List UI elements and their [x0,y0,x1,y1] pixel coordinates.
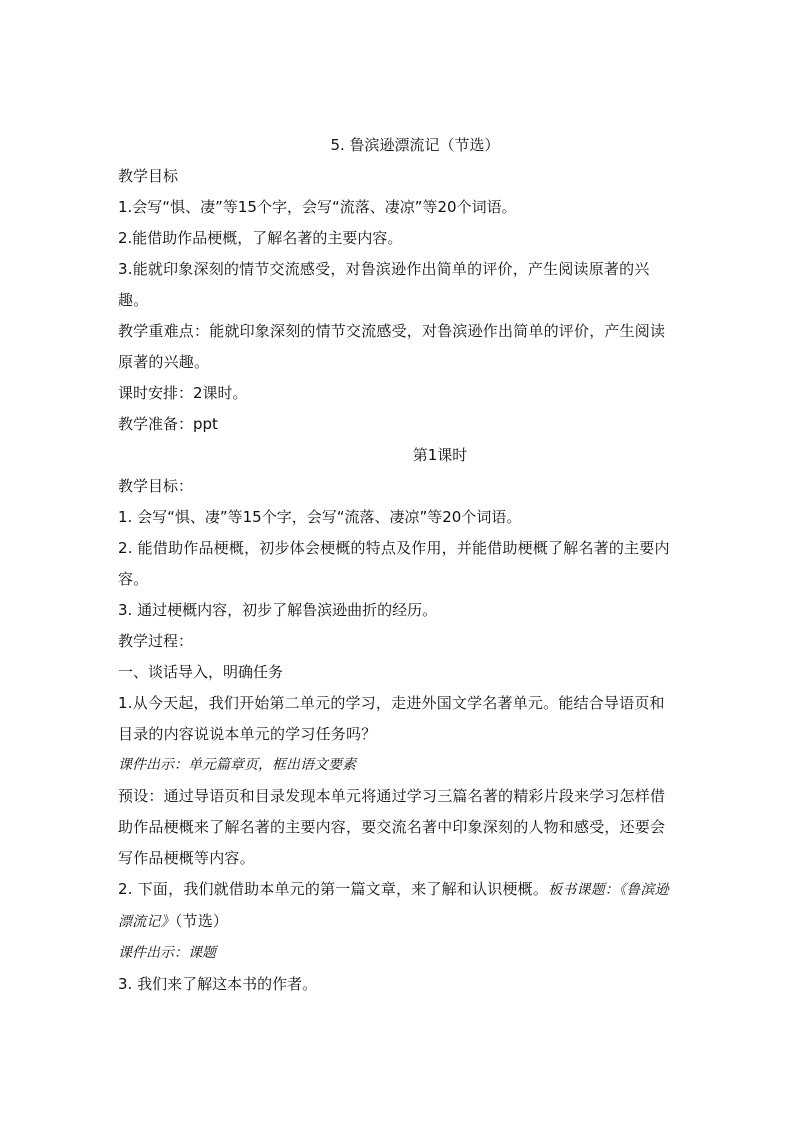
section-heading: 一、谈话导入，明确任务 [118,663,284,681]
step-paragraph [118,874,678,938]
lesson-objectives-heading: 教学目标： [118,477,194,495]
courseware-note: 课件出示：单元篇章页，框出语文要素 [118,757,356,773]
process-heading: 教学过程： [118,632,194,650]
objective-item: 3.能就印象深刻的情节交流感受，对鲁滨逊作出简单的评价，产生阅读原著的兴趣。 [118,260,650,309]
lesson-objective-item: 2. 能借助作品梗概，初步体会梗概的特点及作用，并能借助梗概了解名著的主要内容。 [118,539,670,588]
board-title: 板书课题：《鲁滨逊漂流记》 [118,882,669,930]
preview-paragraph: 预设：通过导语页和目录发现本单元将通过学习三篇名著的精彩片段来学习怎样借助作品梗概来了解名著的主要内容，要交流名著中印象深刻的人物和感受，还要会写作品梗概等内容。 [118,787,666,867]
step-suffix: （节选） [174,912,229,930]
courseware-note: 课件出示：课题 [118,945,216,961]
objectives-heading: 教学目标 [118,167,179,185]
lesson-heading: 第1课时 [412,446,468,464]
objective-item: 2.能借助作品梗概，了解名著的主要内容。 [118,229,403,247]
schedule-line: 课时安排：2课时。 [118,384,248,402]
lesson-objective-item: 3. 通过梗概内容，初步了解鲁滨逊曲折的经历。 [118,601,438,619]
step-text: 2. 下面，我们就借助本单元的第一篇文章，来了解和认识梗概。 [118,880,549,898]
document-body [118,130,678,1000]
objective-item: 1.会写“惧、凄”等15个字，会写“流落、凄凉”等20个词语。 [118,198,517,216]
page-title: 5. 鲁滨逊漂流记（节选） [330,136,500,154]
preparation-line: 教学准备：ppt [118,415,218,433]
key-points-paragraph: 教学重难点：能就印象深刻的情节交流感受，对鲁滨逊作出简单的评价，产生阅读原著的兴趣。 [118,322,666,371]
step-paragraph: 3. 我们来了解这本书的作者。 [118,975,318,993]
lesson-objective-item: 1. 会写“惧、凄”等15个字，会写“流落、凄凉”等20个词语。 [118,508,522,526]
step-paragraph: 1.从今天起，我们开始第二单元的学习，走进外国文学名著单元。能结合导语页和目录的内容说说本单元的学习任务吗？ [118,694,665,743]
